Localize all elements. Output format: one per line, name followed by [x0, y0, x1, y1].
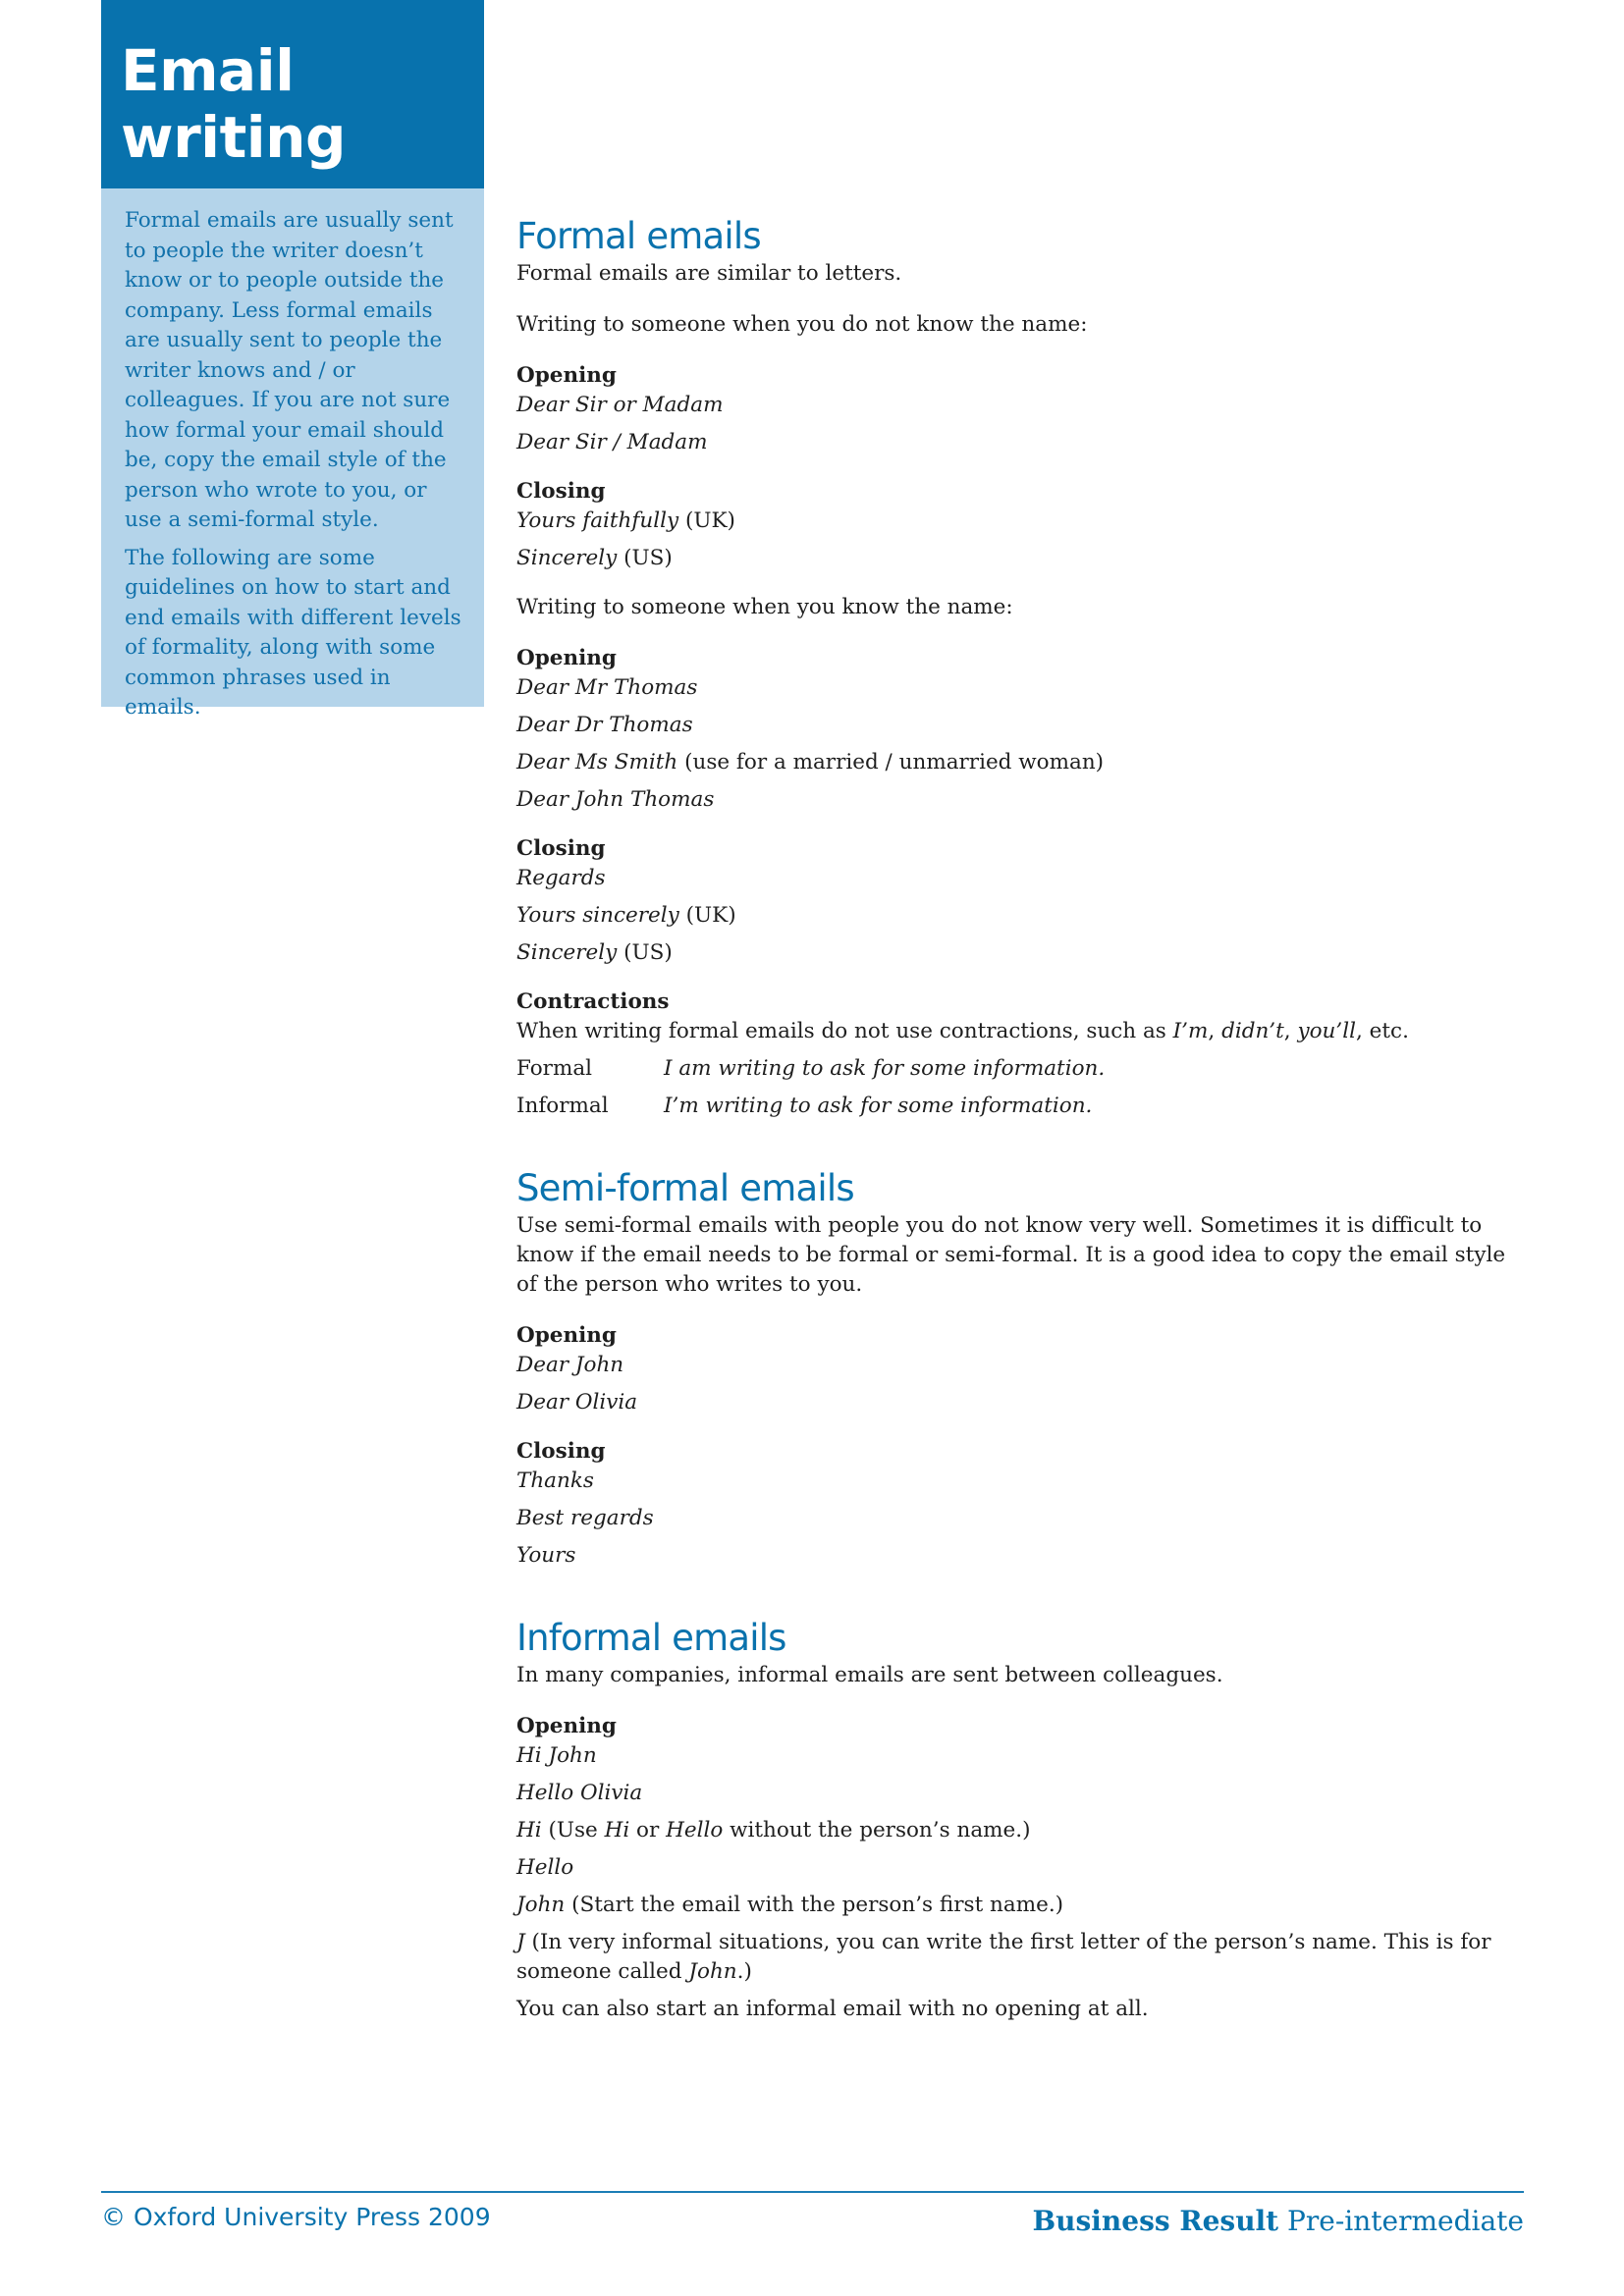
- subheading-closing: Closing: [516, 1439, 606, 1464]
- phrase: Dear Olivia: [516, 1390, 638, 1415]
- phrase: Thanks: [516, 1468, 594, 1493]
- subheading-opening: Opening: [516, 1714, 617, 1738]
- phrase: Regards: [516, 866, 606, 890]
- lead-text: Writing to someone when you do not know the name:: [516, 312, 1088, 337]
- footer-divider: [101, 2191, 1524, 2193]
- phrase: John (Start the email with the person’s first name.): [516, 1893, 1064, 1917]
- section-heading: Formal emails: [516, 215, 761, 257]
- section-intro: In many companies, informal emails are sent between colleagues.: [516, 1663, 1223, 1687]
- phrase: Hi John: [516, 1743, 597, 1768]
- copyright: © Oxford University Press 2009: [101, 2203, 491, 2231]
- phrase: Dear Sir or Madam: [516, 393, 724, 417]
- subheading-opening: Opening: [516, 646, 617, 670]
- phrase: Dear John: [516, 1353, 624, 1377]
- phrase: Sincerely (US): [516, 940, 673, 965]
- phrase: Yours: [516, 1543, 576, 1568]
- phrase: Dear Dr Thomas: [516, 713, 693, 737]
- subheading-closing: Closing: [516, 836, 606, 861]
- phrase: Dear John Thomas: [516, 787, 715, 812]
- section-informal-emails: [516, 1616, 1528, 2024]
- section-intro: Formal emails are similar to letters.: [516, 261, 902, 286]
- closing-remark: You can also start an informal email with no opening at all.: [516, 1997, 1149, 2021]
- example-row-formal: Formal I am writing to ask for some information.: [516, 1056, 1106, 1081]
- phrase: Dear Sir / Madam: [516, 430, 708, 454]
- section-intro: Use semi-formal emails with people you do not know very well. Sometimes it is difficult to know if the email needs to be formal or semi-formal. It is a good idea to copy the email style of the person who writes to you.: [516, 1213, 1506, 1297]
- section-heading: Informal emails: [516, 1617, 786, 1659]
- section-semi-formal-emails: [516, 1166, 1528, 1571]
- page-title: Email writing: [121, 37, 346, 171]
- main-content: [516, 214, 1528, 2032]
- subheading-closing: Closing: [516, 479, 606, 504]
- subheading-contractions: Contractions: [516, 989, 670, 1014]
- phrase: Best regards: [516, 1506, 654, 1530]
- phrase: Sincerely (US): [516, 546, 673, 570]
- phrase: Dear Mr Thomas: [516, 675, 698, 700]
- section-heading: Semi-formal emails: [516, 1167, 854, 1209]
- phrase: Hello: [516, 1855, 574, 1880]
- phrase: Hello Olivia: [516, 1781, 643, 1805]
- phrase: J (In very informal situations, you can write the first letter of the person’s name. This is for someone called John.): [516, 1930, 1491, 1984]
- book-title: Business Result Pre-intermediate: [1032, 2205, 1524, 2237]
- phrase: Hi (Use Hi or Hello without the person’s name.): [516, 1818, 1031, 1842]
- phrase: Dear Ms Smith (use for a married / unmarried woman): [516, 750, 1105, 774]
- contractions-text: When writing formal emails do not use contractions, such as I’m, didn’t, you’ll, etc.: [516, 1019, 1409, 1043]
- intro-sidebar: [101, 188, 484, 720]
- intro-paragraph: Formal emails are usually sent to people the writer doesn’t know or to people outside the company. Less formal emails are usually sent to people the writer knows and / or colleagues. If you are not sure how formal your email should be, copy the email style of the person who wrote to you, or use a semi-formal style.: [125, 208, 454, 532]
- phrase: Yours sincerely (UK): [516, 903, 736, 928]
- subheading-opening: Opening: [516, 363, 617, 388]
- title-banner: [101, 0, 484, 188]
- lead-text: Writing to someone when you know the name:: [516, 595, 1013, 619]
- intro-paragraph: The following are some guidelines on how to start and end emails with different levels of formality, along with some common phrases used in emails.: [125, 545, 461, 720]
- section-formal-emails: [516, 214, 1528, 1121]
- subheading-opening: Opening: [516, 1323, 617, 1348]
- example-row-informal: Informal I’m writing to ask for some information.: [516, 1094, 1093, 1118]
- phrase: Yours faithfully (UK): [516, 508, 735, 533]
